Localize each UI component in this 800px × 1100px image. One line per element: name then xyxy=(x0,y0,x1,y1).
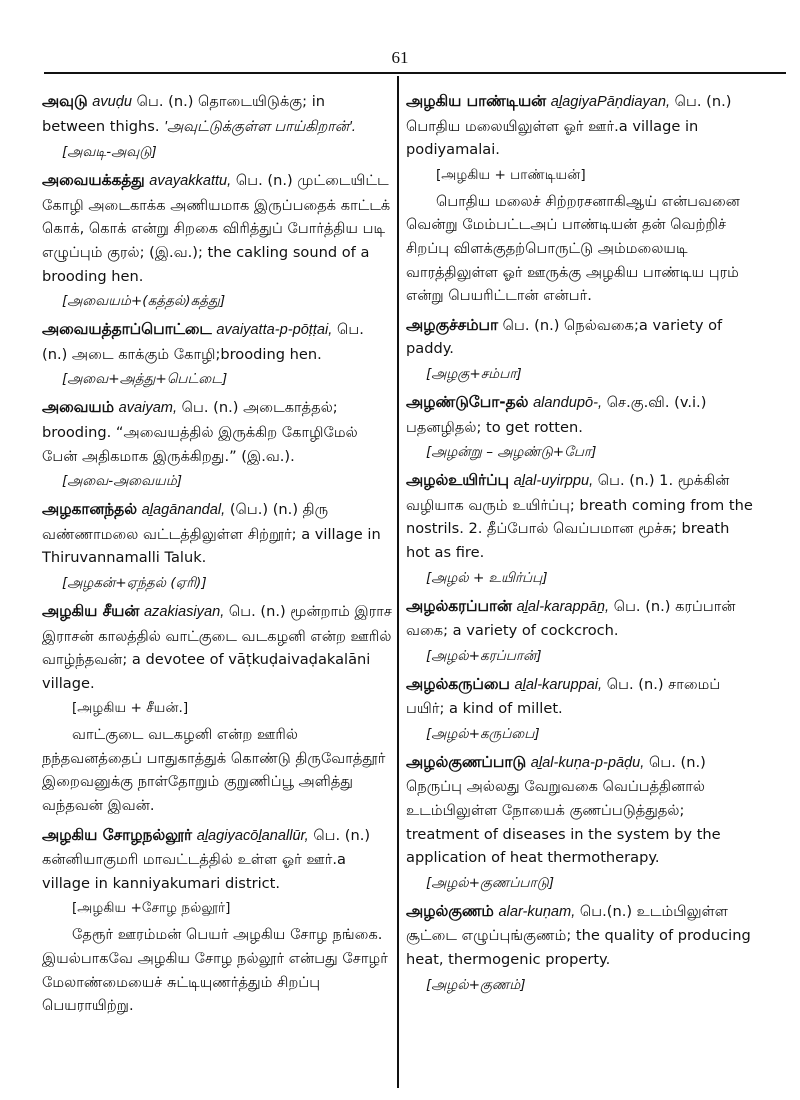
etymology: [அழகிய +சோழ நல்லூர்] xyxy=(72,900,231,917)
transliteration: avaiyam, xyxy=(118,400,178,417)
definition: பெ. (n.) பொதிய மலையிலுள்ள ஓர் ஊர்.a village in podiyamalai. xyxy=(406,93,732,159)
etymology: [அவடி-அவுடு] xyxy=(62,144,157,161)
definition: பெ. (n.) கன்னியாகுமரி மாவட்டத்தில் உள்ள ஓர் ஊர்.a village in kanniyakumari district. xyxy=(42,826,371,892)
left-column xyxy=(42,90,392,1024)
transliteration: aḻagiyaPāṇdiayan, xyxy=(550,94,671,110)
dictionary-entry xyxy=(42,90,392,163)
definition: பெ. (n.) கரப்பான் வகை; a variety of cockcroch. xyxy=(406,597,736,640)
transliteration: aḻagiyacōḻanallūr, xyxy=(196,827,309,844)
etymology: [அழல்+குணம்] xyxy=(426,976,526,993)
transliteration: aḻal-kuṇa-p-pāḍu, xyxy=(530,754,645,771)
definition: பெ. (n.) நெருப்பு அல்லது வேறுவகை வெப்பத்தினால் உடம்பிலுள்ள நோயைக் குணப்படுத்துதல்; treatment of diseases in the system by the application of heat thermotherapy. xyxy=(406,753,721,867)
headword: அழல்கருப்பை xyxy=(406,674,510,693)
etymology: [அவை+அத்து+பெட்டை] xyxy=(62,371,228,388)
etymology: [அவையம்+(கத்தல்)கத்து] xyxy=(62,293,226,310)
etymology: [அழகன்+ஏந்தல் (ஏரி)] xyxy=(62,574,207,591)
dictionary-entry xyxy=(406,391,756,463)
headword: அழகிய பாண்டியன் xyxy=(406,92,547,110)
definition: பெ. (n.) தொடையிடுக்கு; in between thighs. xyxy=(42,93,326,135)
header-rule xyxy=(44,72,786,74)
definition: பெ. (n.) அடைகாத்தல்; brooding. xyxy=(42,399,338,441)
dictionary-entry xyxy=(406,751,756,894)
dictionary-entry xyxy=(42,169,392,312)
etymology: [அழல் + உயிர்ப்பு] xyxy=(426,569,548,586)
headword: அழண்டுபோ-தல் xyxy=(406,392,529,411)
definition: (பெ.) (n.) திரு வண்ணாமலை வட்டத்திலுள்ள சிற்றூர்; a village in Thiruvannamalli Taluk. xyxy=(42,501,381,567)
dictionary-entry xyxy=(406,469,756,588)
transliteration: avayakkattu, xyxy=(149,173,232,190)
etymology: [அழல்+கருப்பை] xyxy=(426,725,540,742)
definition: பெ. (n.) சாமைப் பயிர்; a kind of millet. xyxy=(406,675,721,718)
headword: அவையக்கத்து xyxy=(42,171,145,190)
transliteration: avuḍu xyxy=(92,94,132,110)
headword: அழகிய சீயன் xyxy=(42,601,140,620)
transliteration: aḻal-karuppai, xyxy=(514,676,603,693)
transliteration: azakiasiyan, xyxy=(143,603,225,620)
definition: பெ. (n.) மூன்றாம் இராச இராசன் காலத்தில் வாட்குடை வடகழனி என்ற ஊரில் வாழ்ந்தவன்; a devotee of vāṭkuḍaivaḍakalāni village. xyxy=(42,602,392,692)
definition: செ.கு.வி. (v.i.) பதனழிதல்; to get rotten. xyxy=(406,393,707,436)
dictionary-entry xyxy=(406,314,756,385)
headword: அழல்கரப்பான் xyxy=(406,596,512,615)
headword: அவையம் xyxy=(42,398,114,417)
dictionary-entry xyxy=(406,900,756,996)
right-column xyxy=(406,90,756,1002)
transliteration: alandupō-, xyxy=(533,394,603,411)
definition: பெ. (n.) அடை காக்கும் கோழி;brooding hen. xyxy=(42,321,364,363)
transliteration: alar-kuṇam, xyxy=(498,903,576,920)
etymology: [அழகு+சம்பா] xyxy=(426,365,522,382)
etymology: [அழல்+குணப்பாடு] xyxy=(426,874,555,891)
example: 'அவுட்டுக்குள்ள பாய்கிறான்'. xyxy=(164,118,356,135)
headword: அவையத்தாப்பொட்டை xyxy=(42,320,212,339)
dictionary-entry xyxy=(406,595,756,667)
definition: பெ.(n.) உடம்பிலுள்ள சூட்டை எழுப்புங்குணம்; the quality of producing heat, thermogenic property. xyxy=(406,902,751,969)
dictionary-entry xyxy=(42,824,392,1018)
page-number: 61 xyxy=(391,48,409,67)
entry-note: தேரூர் ஊரம்மன் பெயர் அழகிய சோழ நங்கை. இயல்பாகவே அழகிய சோழ நல்லூர் என்பது சோழர் மேலாண்மையைச் சுட்டியுணர்த்தும் சிறப்பு பெயராயிற்று. xyxy=(42,926,388,1015)
etymology: [அழகிய + சீயன்.] xyxy=(72,700,189,717)
definition: பெ. (n.) முட்டையிட்ட கோழி அடைகாக்க அணியமாக இருப்பதைக் காட்டக் கொக், கொக் என்று சிறகை விரித்துப் போர்த்திய படி எழுப்பும் குரல்; (இ.வ.); the cakling sound of a brooding hen. xyxy=(42,172,391,285)
column-divider xyxy=(397,76,399,1088)
etymology: [அவை-அவையம்] xyxy=(62,473,183,490)
transliteration: aḻal-karappāṉ, xyxy=(516,598,610,615)
dictionary-entry xyxy=(406,90,756,308)
dictionary-entry xyxy=(42,318,392,390)
headword: அழல்உயிர்ப்பு xyxy=(406,471,509,490)
dictionary-entry xyxy=(42,396,392,492)
dictionary-entry xyxy=(42,498,392,594)
etymology: [அழன்று – அழண்டு+போ] xyxy=(426,444,597,461)
transliteration: avaiyatta-p-pōṭṭai, xyxy=(216,322,333,339)
headword: அவுடு xyxy=(42,92,88,110)
transliteration: aḻal-uyirppu, xyxy=(513,473,594,490)
transliteration: aḻagānandal, xyxy=(141,502,226,519)
headword: அழகிய சோழநல்லூர் xyxy=(42,825,193,844)
headword: அழல்குணம் xyxy=(406,901,494,920)
definition: பெ. (n.) 1. மூக்கின் வழியாக வரும் உயிர்ப்பு; breath coming from the nostrils. 2. தீப்போல் வெப்பமான மூச்சு; breath hot as fire. xyxy=(406,472,753,561)
headword: அழகுச்சம்பா xyxy=(406,315,498,334)
definition: பெ. (n.) நெல்வகை;a variety of paddy. xyxy=(406,316,723,358)
etymology: [அழகிய + பாண்டியன்] xyxy=(436,166,586,183)
headword: அழகானந்தல் xyxy=(42,500,137,519)
example: “அவையத்தில் இருக்கிற கோழிமேல் பேன் அதிகமாக இருக்கிறது.” (இ.வ.). xyxy=(42,423,358,465)
etymology: [அழல்+கரப்பான்] xyxy=(426,647,542,664)
dictionary-entry xyxy=(406,673,756,745)
entry-note: பொதிய மலைச் சிற்றரசனாகிஆய் என்பவனை வென்று மேம்பட்டஅப் பாண்டியன் தன் வெற்றிச் சிறப்பு விளக்குதற்பொருட்டு அம்மலையடி வாரத்திலுள்ள ஓர் ஊருக்கு அழகிய பாண்டிய புரம் என்று பெயரிட்டான் என்பர். xyxy=(406,192,740,305)
entry-note: வாட்குடை வடகழனி என்ற ஊரில் நந்தவனத்தைப் பாதுகாத்துக் கொண்டு திருவோத்தூர் இறைவனுக்கு நாள்தோறும் குறுணிப்பூ அளித்து வந்தவன் இவன். xyxy=(42,726,386,815)
headword: அழல்குணப்பாடு xyxy=(406,752,527,771)
dictionary-entry xyxy=(42,600,392,818)
